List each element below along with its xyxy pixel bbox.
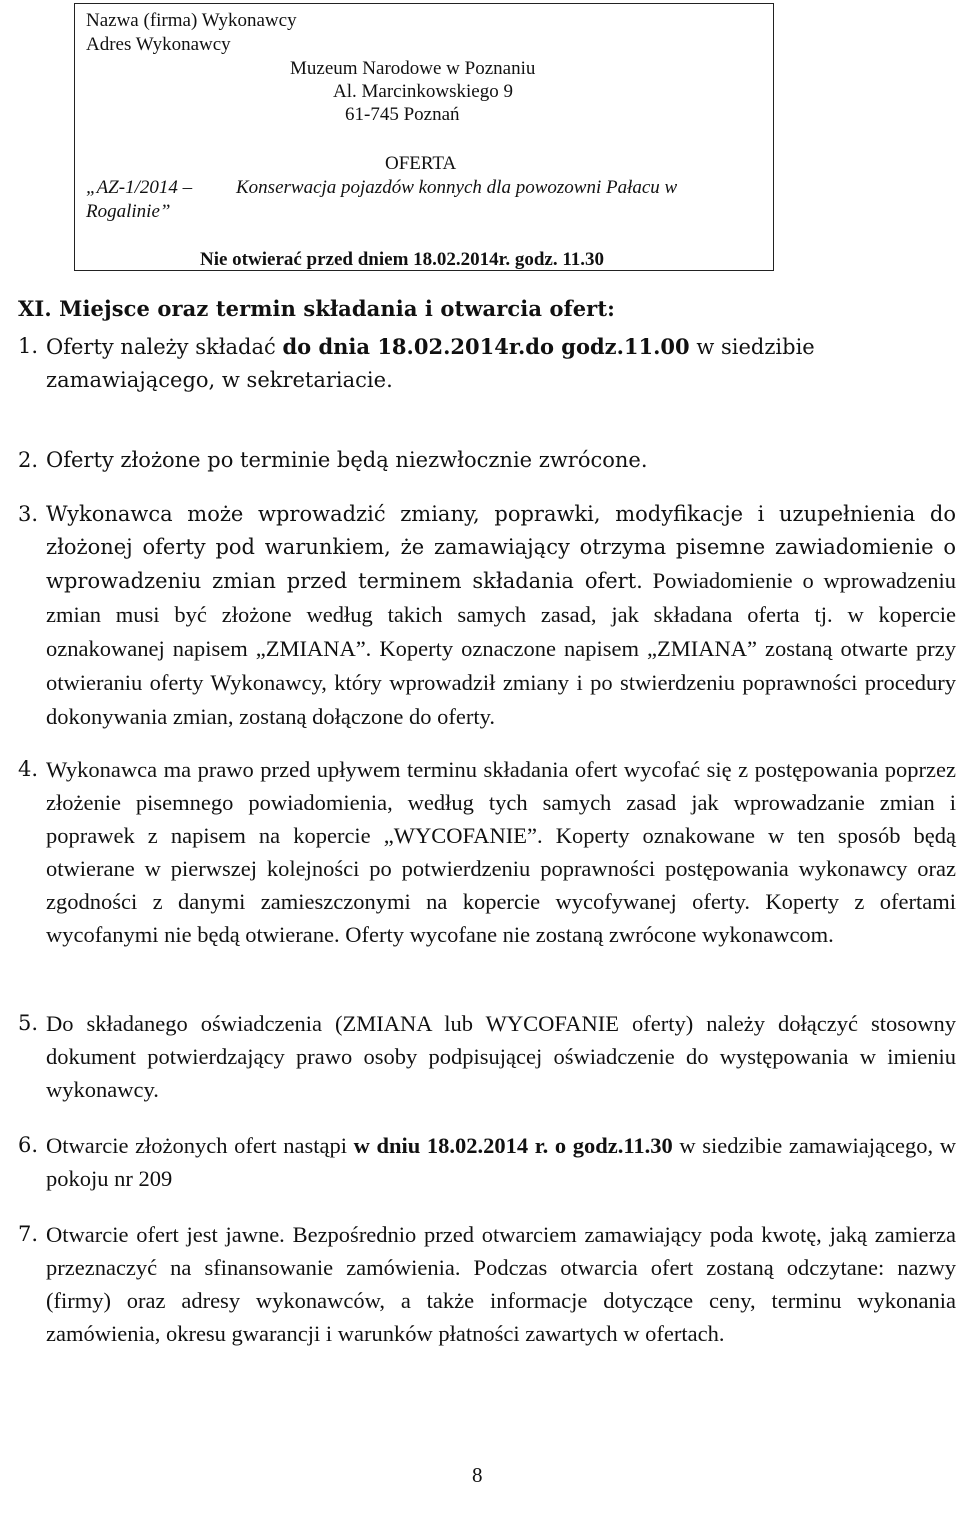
case-title-line2: Rogalinie” [86, 201, 171, 222]
item-number: 2. [18, 448, 39, 472]
recipient-city: 61-745 Poznań [345, 104, 460, 125]
recipient-street: Al. Marcinkowskiego 9 [333, 81, 513, 102]
recipient-name: Muzeum Narodowe w Poznaniu [290, 58, 536, 79]
section-heading: XI. Miejsce oraz termin składania i otwarcia ofert: [18, 296, 615, 321]
item-text: Otwarcie złożonych ofert nastąpi w dniu 18.02.2014 r. o godz.11.30 w siedzibie zamawiającego, w pokoju nr 209 [46, 1133, 956, 1191]
item-number: 6. [18, 1133, 39, 1157]
item-number: 7. [18, 1222, 39, 1246]
case-title-line1: Konserwacja pojazdów konnych dla powozowni Pałacu w [236, 177, 678, 198]
do-not-open-notice: Nie otwierać przed dniem 18.02.2014r. godz. 11.30 [200, 249, 605, 270]
item-text: Wykonawca ma prawo przed upływem terminu składania ofert wycofać się z postępowania poprzez złożenie pisemnego powiadomienia, według tych samych zasad jak wprowadzanie zmian i poprawek z napisem na kopercie „WYCOFANIE”. Koperty oznakowane w ten sposób będą otwierane w pierwszej kolejności po potwierdzeniu poprawności postępowania wykonawcy oraz zgodności z danymi zamieszczonymi na kopercie wycofywanej oferty. Koperty z ofertami wycofanymi nie będą otwierane. Oferty wycofane nie zostaną zwrócone wykonawcom. [46, 757, 956, 947]
contractor-name: Nazwa (firma) Wykonawcy [86, 10, 297, 31]
item-text: Wykonawca może wprowadzić zmiany, poprawki, modyfikacje i uzupełnienia do złożonej oferty pod warunkiem, że zamawiający otrzyma pisemne zawiadomienie o wprowadzeniu zmian przed terminem składania ofert. Powiadomienie o wprowadzeniu zmian musi być złożone według takich samych zasad, jak składana oferta tj. w kopercie oznakowanej napisem „ZMIANA”. Koperty oznaczone napisem „ZMIANA” zostaną otwarte przy otwieraniu oferty Wykonawcy, który wprowadził zmiany i po stwierdzeniu poprawności procedury dokonywania zmian, zostaną dołączone do oferty. [46, 502, 956, 729]
item-number: 1. [18, 334, 39, 358]
page-number: 8 [472, 1463, 483, 1487]
item-text: Oferty należy składać do dnia 18.02.2014r.do godz.11.00 w siedzibie zamawiającego, w sekretariacie. [46, 334, 815, 392]
offer-label: OFERTA [385, 153, 457, 174]
item-text: Do składanego oświadczenia (ZMIANA lub WYCOFANIE oferty) należy dołączyć stosowny dokument potwierdzający prawo osoby podpisującej oświadczenie do występowania w imieniu wykonawcy. [46, 1011, 956, 1102]
item-text: Oferty złożone po terminie będą niezwłocznie zwrócone. [46, 448, 648, 472]
item-number: 4. [18, 757, 39, 781]
item-number: 3. [18, 502, 39, 526]
item-text: Otwarcie ofert jest jawne. Bezpośrednio przed otwarciem zamawiający poda kwotę, jaką zamierza przeznaczyć na sfinansowanie zamówienia. Podczas otwarcia ofert zostaną odczytane: nazwy (firmy) oraz adresy wykonawców, a także informacje dotyczące ceny, terminu wykonania zamówienia, okresu gwarancji i warunków płatności zawartych w ofertach. [46, 1222, 956, 1346]
envelope-template-box [74, 3, 774, 271]
item-number: 5. [18, 1011, 39, 1035]
contractor-address: Adres Wykonawcy [86, 34, 231, 55]
case-reference: „AZ-1/2014 – [86, 177, 193, 198]
